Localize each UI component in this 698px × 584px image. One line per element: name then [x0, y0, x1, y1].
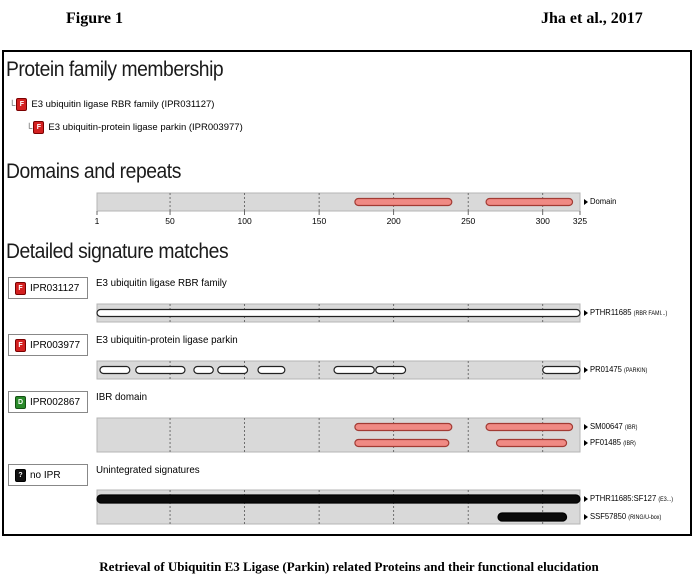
signature-match-bar[interactable] — [497, 440, 567, 447]
track-arrow-icon — [584, 199, 588, 205]
signature-match-bar[interactable] — [100, 367, 130, 374]
family-badge-icon: F — [33, 121, 44, 134]
signature-match-bar[interactable] — [498, 513, 567, 521]
track-label-sub: (IBR) — [624, 425, 638, 431]
axis-tick-label: 300 — [535, 216, 550, 226]
signature-match-bar[interactable] — [376, 367, 406, 374]
track-label[interactable]: PTHR11685 (RBR FAMI...) — [590, 307, 668, 317]
axis-tick-label: 150 — [312, 216, 327, 226]
signature-match-bar[interactable] — [258, 367, 285, 374]
axis-tick-label: 1 — [94, 216, 100, 226]
signature-group-name: E3 ubiquitin-protein ligase parkin — [96, 334, 238, 346]
signature-match-bar[interactable] — [194, 367, 213, 374]
track-label[interactable]: PF01485 (IBR) — [590, 437, 636, 447]
figure-caption: Retrieval of Ubiquitin E3 Ligase (Parkin) related Proteins and their functional elucidation — [99, 559, 599, 574]
track-label[interactable]: SSF57850 (RING/U-box) — [590, 511, 662, 521]
section-title-signatures: Detailed signature matches — [6, 240, 229, 263]
family-item-label[interactable]: E3 ubiquitin ligase RBR family (IPR031127) — [31, 99, 215, 110]
family-badge-icon: F — [16, 98, 27, 111]
track-arrow-icon — [584, 424, 588, 430]
track-label-sub: (E3...) — [658, 497, 674, 503]
signature-match-bar[interactable] — [355, 440, 449, 447]
tree-connector-icon: └ — [26, 122, 33, 133]
signature-group-name: IBR domain — [96, 391, 148, 403]
ipr-id[interactable]: no IPR — [30, 469, 61, 481]
signature-match-bar[interactable] — [486, 424, 572, 431]
signature-match-bar[interactable] — [97, 495, 580, 503]
ipr-id[interactable]: IPR003977 — [30, 339, 81, 351]
unintegrated-badge-icon: ? — [15, 469, 26, 482]
figure-label: Figure 1 — [66, 10, 124, 27]
track-label[interactable]: Domain — [590, 196, 617, 206]
author-citation: Jha et al., 2017 — [541, 10, 643, 27]
section-title-family: Protein family membership — [6, 58, 224, 81]
track-label[interactable]: PTHR11685:SF127 (E3...) — [590, 493, 674, 503]
track-label[interactable]: PR01475 (PARKIN) — [590, 364, 648, 374]
domain-badge-icon: D — [15, 396, 26, 409]
tree-connector-icon: └ — [9, 99, 16, 110]
track-arrow-icon — [584, 514, 588, 520]
ipr-id[interactable]: IPR002867 — [30, 396, 81, 408]
track-label-sub: (IBR) — [623, 441, 636, 447]
signature-match-bar[interactable] — [334, 367, 374, 374]
axis-tick-label: 200 — [386, 216, 401, 226]
track-label-sub: (RING/U-box) — [628, 515, 662, 521]
track-label[interactable]: SM00647 (IBR) — [590, 421, 638, 431]
signature-match-bar[interactable] — [486, 199, 572, 206]
track-arrow-icon — [584, 367, 588, 373]
family-badge-icon: F — [15, 339, 26, 352]
signature-match-bar[interactable] — [355, 424, 452, 431]
signature-match-bar[interactable] — [97, 310, 580, 317]
signature-match-bar[interactable] — [355, 199, 452, 206]
signature-group-name: E3 ubiquitin ligase RBR family — [96, 277, 227, 289]
track-arrow-icon — [584, 310, 588, 316]
signature-match-bar[interactable] — [543, 367, 580, 374]
axis-tick-label: 100 — [237, 216, 252, 226]
track-label-sub: (PARKIN) — [624, 368, 648, 374]
axis-tick-label: 250 — [461, 216, 476, 226]
family-item-label[interactable]: E3 ubiquitin-protein ligase parkin (IPR003977) — [48, 122, 243, 133]
axis-tick-label: 50 — [165, 216, 175, 226]
track-label-sub: (RBR FAMI...) — [633, 311, 668, 317]
ipr-id[interactable]: IPR031127 — [30, 282, 80, 294]
family-badge-icon: F — [15, 282, 26, 295]
track-arrow-icon — [584, 496, 588, 502]
section-title-domains: Domains and repeats — [6, 160, 181, 183]
track-arrow-icon — [584, 440, 588, 446]
signature-match-bar[interactable] — [218, 367, 248, 374]
signature-match-bar[interactable] — [136, 367, 185, 374]
axis-tick-label: 325 — [572, 216, 588, 226]
signature-group-name: Unintegrated signatures — [96, 464, 200, 476]
